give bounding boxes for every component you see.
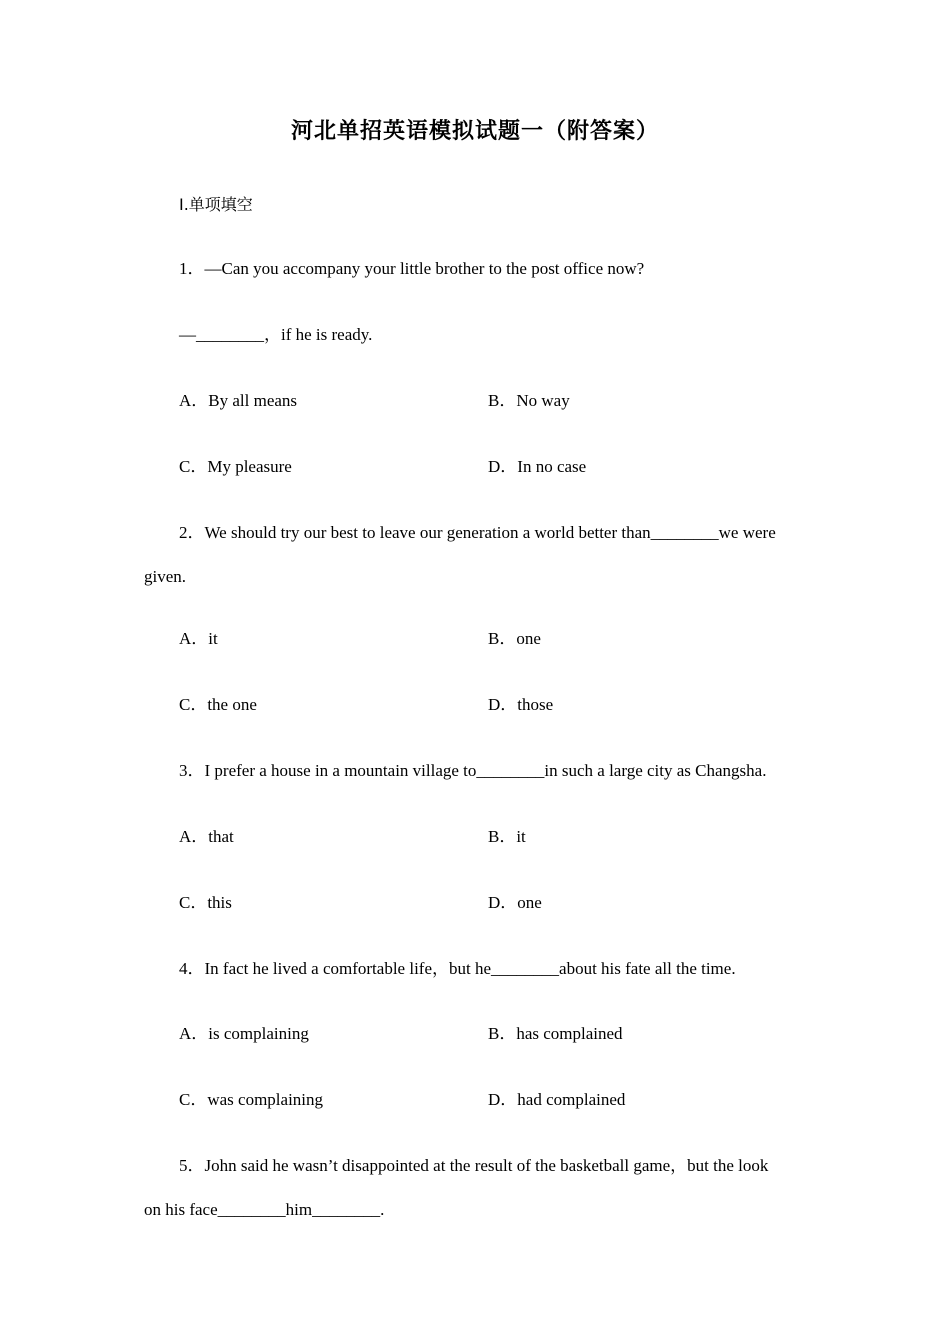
question-1-option-c: C．My pleasure bbox=[179, 457, 292, 476]
section-heading: Ⅰ.单项填空 bbox=[179, 195, 253, 214]
question-2-option-c: C．the one bbox=[179, 695, 257, 714]
question-1-option-d: D．In no case bbox=[488, 457, 587, 476]
question-1-stem-line-2: —________，if he is ready. bbox=[179, 325, 373, 344]
question-4-option-c: C．was complaining bbox=[179, 1090, 324, 1109]
question-2-stem-line-2: given. bbox=[144, 567, 187, 586]
question-3-option-c: C．this bbox=[179, 893, 232, 912]
question-3-option-a: A．that bbox=[179, 827, 234, 846]
question-3-stem: 3．I prefer a house in a mountain village to________in such a large city as Changsha. bbox=[179, 761, 767, 780]
question-4-stem: 4．In fact he lived a comfortable life，but he________about his fate all the time. bbox=[179, 959, 736, 978]
question-4-option-b: B．has complained bbox=[488, 1024, 623, 1043]
question-5-stem-line-2: on his face________him________. bbox=[144, 1200, 385, 1219]
question-4-option-a: A．is complaining bbox=[179, 1024, 309, 1043]
question-2-option-d: D．those bbox=[488, 695, 554, 714]
question-3-option-d: D．one bbox=[488, 893, 542, 912]
question-4-option-d: D．had complained bbox=[488, 1090, 626, 1109]
question-1-stem: 1．—Can you accompany your little brother to the post office now? bbox=[179, 259, 645, 278]
question-3-option-b: B．it bbox=[488, 827, 526, 846]
question-1-option-b: B．No way bbox=[488, 391, 570, 410]
question-2-option-b: B．one bbox=[488, 629, 541, 648]
question-5-stem: 5．John said he wasn’t disappointed at the result of the basketball game，but the look bbox=[179, 1156, 769, 1175]
question-2-option-a: A．it bbox=[179, 629, 218, 648]
question-1-option-a: A．By all means bbox=[179, 391, 298, 410]
page-title: 河北单招英语模拟试题一（附答案） bbox=[290, 119, 659, 144]
question-2-stem: 2．We should try our best to leave our generation a world better than________we were bbox=[179, 523, 776, 542]
